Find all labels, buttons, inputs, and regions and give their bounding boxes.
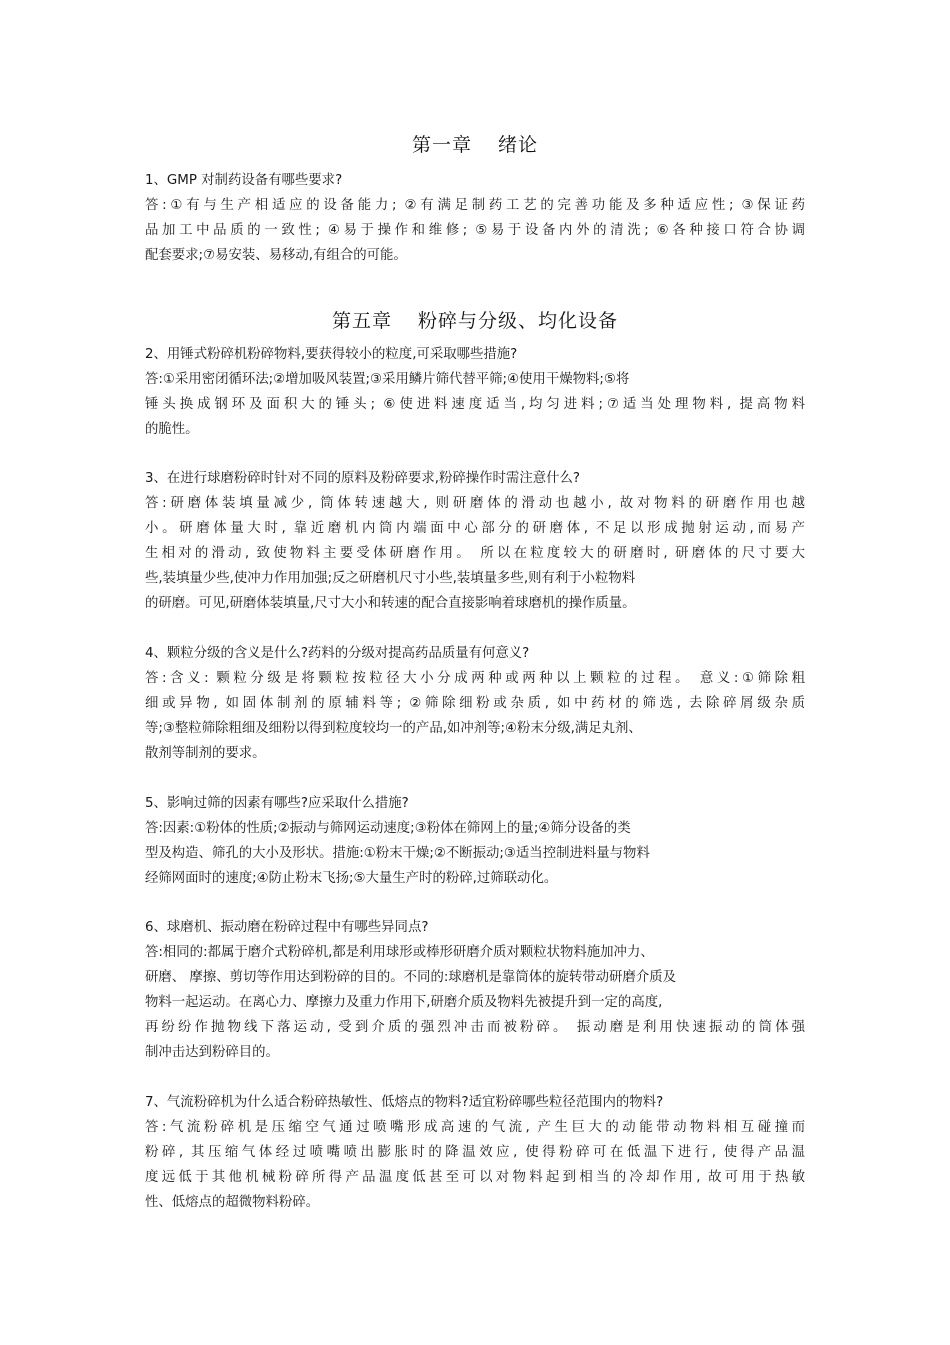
answer-line: 性、低熔点的超微物料粉碎。 bbox=[145, 1195, 320, 1210]
question-7 bbox=[145, 1090, 805, 1215]
answer-line: 答:①采用密闭循环法;②增加吸风装置;③采用鳞片筛代替平筛;④使用干燥物料;⑤将 bbox=[145, 372, 630, 387]
chapter-1-heading bbox=[0, 130, 950, 157]
answer-line: 生相对的滑动, 致使物料主要受体研磨作用。 所以在粒度较大的研磨时, 研磨体的尺寸要大 bbox=[145, 546, 805, 561]
question-5 bbox=[145, 791, 805, 891]
answer-line: 型及构造、筛孔的大小及形状。措施:①粉末干燥;②不断振动;③适当控制进料量与物料 bbox=[145, 846, 650, 861]
answer-line: 的研磨。可见,研磨体装填量,尺寸大小和转速的配合直接影响着球磨机的操作质量。 bbox=[145, 596, 636, 611]
chapter-1-title: 绪论 bbox=[498, 134, 539, 156]
answer-line: 品加工中品质的一致性; ④易于操作和维修; ⑤易于设备内外的清洗; ⑥各种接口符合协调 bbox=[145, 223, 805, 238]
question-2 bbox=[145, 342, 805, 442]
answer-line: 些,装填量少些,使冲力作用加强;反之研磨机尺寸小些,装填量多些,则有利于小粒物料 bbox=[145, 571, 636, 586]
answer-line: 经筛网面时的速度;④防止粉末飞扬;⑤大量生产时的粉碎,过筛联动化。 bbox=[145, 871, 558, 886]
answer-line: 粉碎, 其压缩气体经过喷嘴喷出膨胀时的降温效应, 使得粉碎可在低温下进行, 使得产品温 bbox=[145, 1145, 805, 1160]
question-4-title: 4、颗粒分级的含义是什么?药料的分级对提高药品质量有何意义? bbox=[145, 646, 530, 661]
answer-line: 答:相同的:都属于磨介式粉碎机,都是利用球形或棒形研磨介质对颗粒状物料施加冲力、 bbox=[145, 945, 654, 960]
answer-line: 制冲击达到粉碎目的。 bbox=[145, 1045, 279, 1060]
answer-line: 的脆性。 bbox=[145, 422, 199, 437]
answer-line: 等;③整粒筛除粗细及细粉以得到粒度较均一的产品,如冲剂等;④粉末分级,满足丸剂、 bbox=[145, 721, 642, 736]
answer-line: 散剂等制剂的要求。 bbox=[145, 746, 266, 761]
answer-line: 小。研磨体量大时, 靠近磨机内筒内端面中心部分的研磨体, 不足以形成抛射运动,而易产 bbox=[145, 521, 805, 536]
answer-line: 答:含义: 颗粒分级是将颗粒按粒径大小分成两种或两种以上颗粒的过程。 意义:①筛除粗 bbox=[145, 671, 805, 686]
question-4 bbox=[145, 641, 805, 766]
chapter-5-heading bbox=[0, 306, 950, 333]
question-7-title: 7、气流粉碎机为什么适合粉碎热敏性、低熔点的物料?适宜粉碎哪些粒径范围内的物料? bbox=[145, 1095, 664, 1110]
question-6-title: 6、球磨机、振动磨在粉碎过程中有哪些异同点? bbox=[145, 920, 429, 935]
answer-line: 答:因素:①粉体的性质;②振动与筛网运动速度;③粉体在筛网上的量;④筛分设备的类 bbox=[145, 821, 631, 836]
question-2-title: 2、用锤式粉碎机粉碎物料,要获得较小的粒度,可采取哪些措施? bbox=[145, 347, 518, 362]
answer-line: 再纷纷作抛物线下落运动, 受到介质的强烈冲击而被粉碎。 振动磨是利用快速振动的筒体强 bbox=[145, 1020, 805, 1035]
question-3-title: 3、在进行球磨粉碎时针对不同的原料及粉碎要求,粉碎操作时需注意什么? bbox=[145, 471, 580, 486]
chapter-1-number: 第一章 bbox=[411, 134, 472, 156]
answer-line: 配套要求;⑦易安装、易移动,有组合的可能。 bbox=[145, 248, 407, 263]
answer-line: 答:研磨体装填量减少, 筒体转速越大, 则研磨体的滑动也越小, 故对物料的研磨作用也越 bbox=[145, 496, 805, 511]
answer-line: 物料一起运动。在离心力、摩擦力及重力作用下,研磨介质及物料先被提升到一定的高度, bbox=[145, 995, 663, 1010]
chapter-5-title: 粉碎与分级、均化设备 bbox=[418, 310, 619, 332]
question-5-title: 5、影响过筛的因素有哪些?应采取什么措施? bbox=[145, 796, 409, 811]
question-6 bbox=[145, 915, 805, 1065]
question-3 bbox=[145, 466, 805, 616]
answer-line: 答:气流粉碎机是压缩空气通过喷嘴形成高速的气流, 产生巨大的动能带动物料相互碰撞而 bbox=[145, 1120, 805, 1135]
question-1 bbox=[145, 168, 805, 268]
answer-line: 研磨、 摩擦、剪切等作用达到粉碎的目的。不同的:球磨机是靠筒体的旋转带动研磨介质及 bbox=[145, 970, 676, 985]
question-1-title: 1、GMP 对制药设备有哪些要求? bbox=[145, 173, 343, 188]
chapter-5-number: 第五章 bbox=[331, 310, 392, 332]
answer-line: 锤头换成钢环及面积大的锤头; ⑥使进料速度适当,均匀进料;⑦适当处理物料, 提高物料 bbox=[145, 397, 805, 412]
answer-line: 答:①有与生产相适应的设备能力; ②有满足制药工艺的完善功能及多种适应性; ③保证药 bbox=[145, 198, 805, 213]
answer-line: 细或异物, 如固体制剂的原辅料等; ②筛除细粉或杂质, 如中药材的筛选, 去除碎屑级杂质 bbox=[145, 696, 805, 711]
answer-line: 度远低于其他机械粉碎所得产品温度低甚至可以对物料起到相当的冷却作用, 故可用于热敏 bbox=[145, 1170, 805, 1185]
